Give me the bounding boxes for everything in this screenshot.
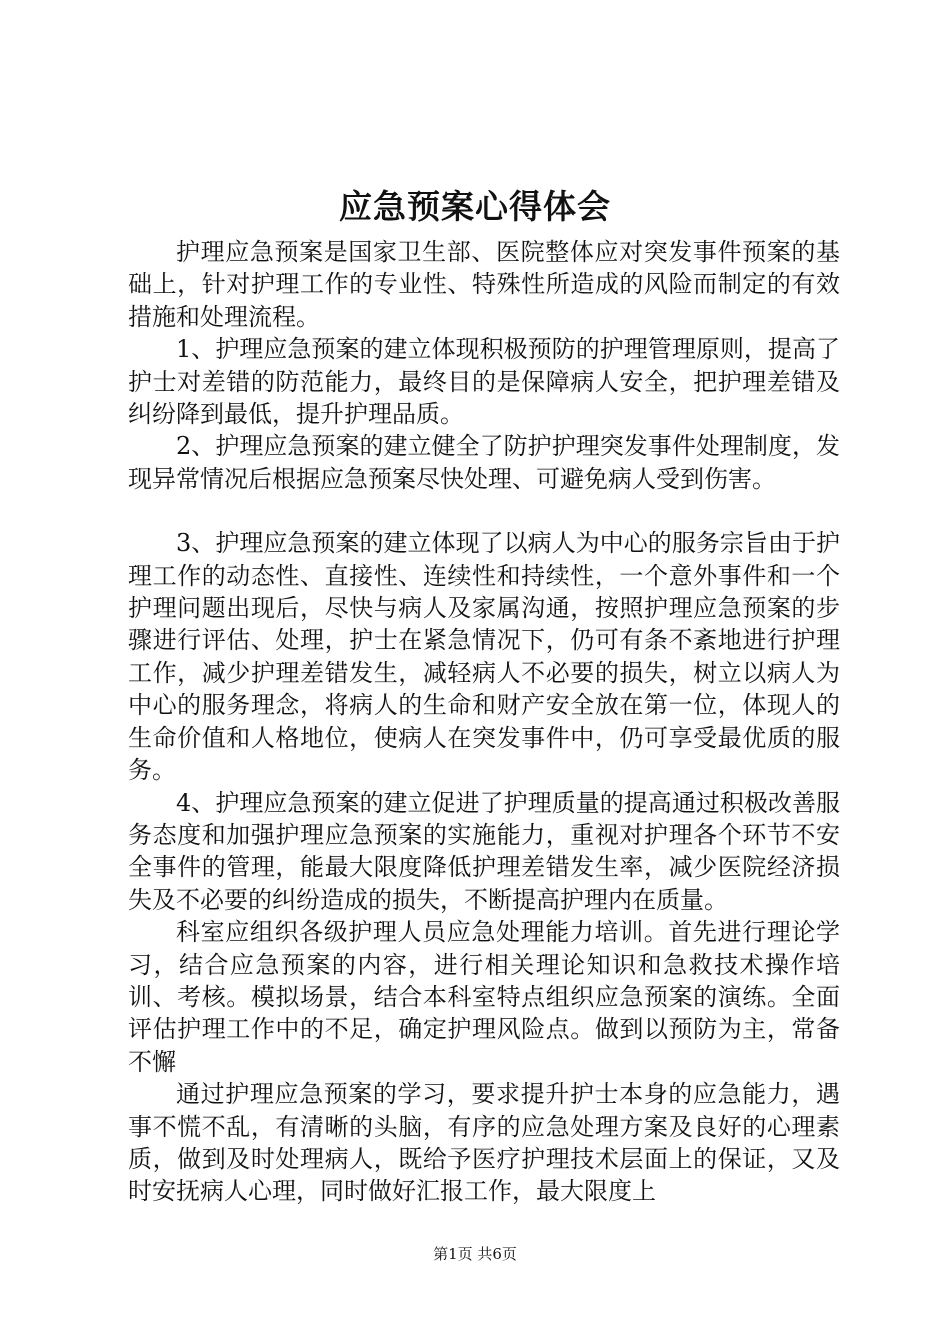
paragraph-training: 科室应组织各级护理人员应急处理能力培训。首先进行理论学习，结合应急预案的内容，进行相关理论知识和急救技术操作培训、考核。模拟场景，结合本科室特点组织应急预案的演练。全面评估护理工作中的不足，确定护理风险点。做到以预防为主，常备不懈 <box>128 918 840 1076</box>
paragraph-intro: 护理应急预案是国家卫生部、医院整体应对突发事件预案的基础上，针对护理工作的专业性、特殊性所造成的风险而制定的有效措施和处理流程。 <box>128 238 840 331</box>
paragraph-point-4: 4、护理应急预案的建立促进了护理质量的提高通过积极改善服务态度和加强护理应急预案的实施能力，重视对护理各个环节不安全事件的管理，能最大限度降低护理差错发生率，减少医院经济损失及不必要的纠纷造成的损失，不断提高护理内在质量。 <box>128 788 840 914</box>
paragraph-conclusion: 通过护理应急预案的学习，要求提升护士本身的应急能力，遇事不慌不乱，有清晰的头脑，有序的应急处理方案及良好的心理素质，做到及时处理病人，既给予医疗护理技术层面上的保证，又及时安抚病人心理，同时做好汇报工作，最大限度上 <box>128 1080 840 1206</box>
page-number-footer: 第1页 共6页 <box>433 1245 517 1263</box>
paragraph-point-3: 3、护理应急预案的建立体现了以病人为中心的服务宗旨由于护理工作的动态性、直接性、连续性和持续性，一个意外事件和一个护理问题出现后，尽快与病人及家属沟通，按照护理应急预案的步骤进行评估、处理，护士在紧急情况下，仍可有条不紊地进行护理工作，减少护理差错发生，减轻病人不必要的损失，树立以病人为中心的服务理念，将病人的生命和财产安全放在第一位，体现人的生命价值和人格地位，使病人在突发事件中，仍可享受最优质的服务。 <box>128 529 840 785</box>
document-body <box>128 236 840 1208</box>
paragraph-point-2: 2、护理应急预案的建立健全了防护护理突发事件处理制度，发现异常情况后根据应急预案尽快处理、可避免病人受到伤害。 <box>128 432 840 493</box>
paragraph-point-1: 1、护理应急预案的建立体现积极预防的护理管理原则，提高了护士对差错的防范能力，最终目的是保障病人安全，把护理差错及纠纷降到最低，提升护理品质。 <box>128 335 840 429</box>
document-title: 应急预案心得体会 <box>339 187 611 226</box>
